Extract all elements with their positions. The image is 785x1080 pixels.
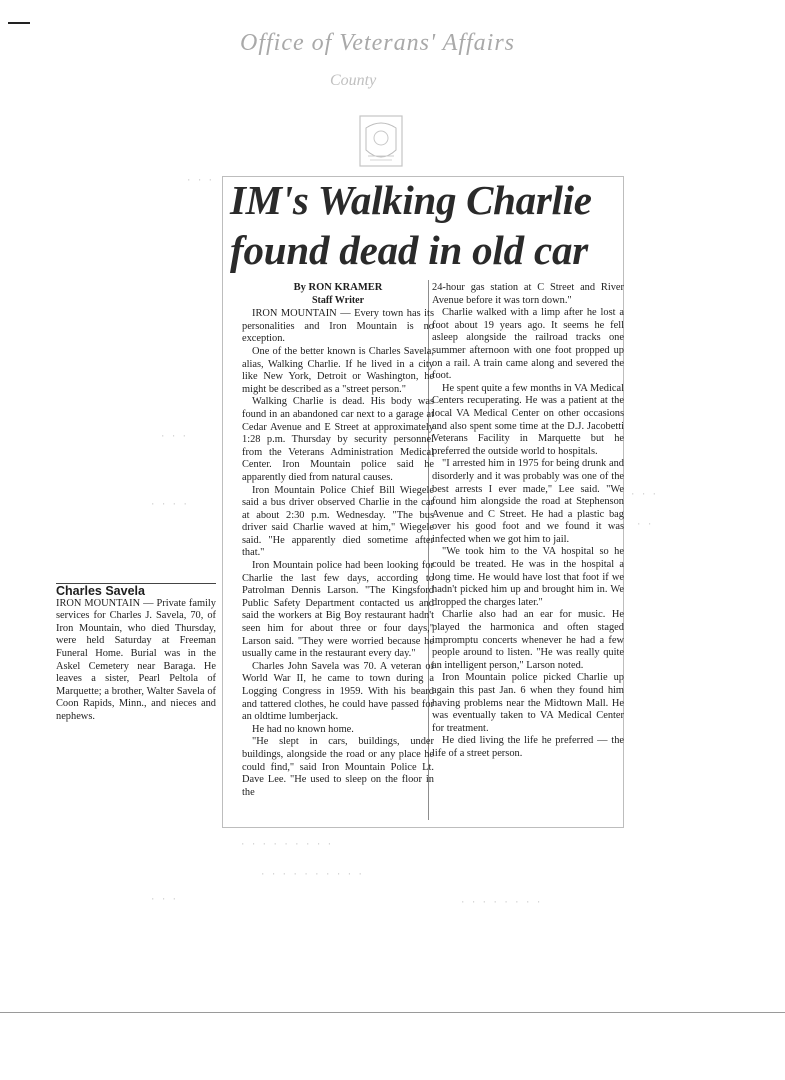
scan-noise: · · · · [150,500,188,510]
byline: By RON KRAMER [293,282,383,293]
paragraph: Walking Charlie is dead. His body was found in an abandoned car next to a garage at Cedar Avenue and E Street at approximately 1:28 p.m. Thursday by security personnel from the Veterans Administration Medical Center. Iron Mountain police said he apparently died from natural causes. [242,396,434,483]
scan-noise: · · · · · · · · [460,898,542,908]
paragraph: He died living the life he preferred — the life of a street person. [432,735,624,759]
paragraph: Iron Mountain Police Chief Bill Wiegele said a bus driver observed Charlie in the car at about 2:30 p.m. Wednesday. "The bus driver said Charlie waved at him," Wiegele said. "He apparently died sometime after that." [242,484,434,559]
paragraph: 24-hour gas station at C Street and River Avenue before it was torn down." [432,282,624,306]
obituary-title: Charles Savela [56,583,216,598]
scan-noise: · · [636,520,653,530]
letterhead-office-name: Office of Veterans' Affairs [240,30,516,56]
county-seal-icon [352,112,410,170]
paragraph: "I arrested him in 1975 for being drunk and disorderly and it was probably was one of the best arrests I ever made," Lee said. "We found him alongside the road at Stephenson Avenue and C Street. He had a plastic bag over his good foot and we found it was infected when we got him to jail. [432,458,624,545]
paragraph: Iron Mountain police had been looking for Charlie the last few days, according to Patrolman Dennis Larson. "The Kingsford Public Safety Department contacted us and said the workers at Big Boy restaurant hadn't seen him for about three or four days," Larson said. "They were worried because he usually came in the restaurant every day." [242,560,434,660]
obituary-body: IRON MOUNTAIN — Private family services for Charles J. Savela, 70, of Iron Mountain, who died Thursday, were held Saturday at Freeman Funeral Home. Burial was in the Askel Cemetery near Baraga. He leaves a sister, Pearl Peltola of Marquette; a brother, Walter Savela of Coon Rapids, Minn., and nieces and nephews. [56,597,216,722]
paragraph: Charles John Savela was 70. A veteran of World War II, he came to town during a Logging Congress in 1959. With his beard and tattered clothes, he could have passed for an oldtime lumberjack. [242,660,434,723]
paragraph: Iron Mountain police picked Charlie up again this past Jan. 6 when they found him having problems near the Midtown Mall. He was eventually taken to VA Medical Center for treatment. [432,672,624,734]
headline-line-2: found dead in old car [230,227,588,273]
paragraph: Charlie also had an ear for music. He played the harmonica and often staged impromptu concerts whenever he had a few people around to listen. "He was really quite an intelligent person," Larson noted. [432,609,624,671]
paragraph: He spent quite a few months in VA Medical Centers recuperating. He was a patient at the local VA Medical Center on other occasions and also spent some time at the D.J. Jacobetti Veterans Facility in Marquette but he preferred the outside world to hospitals. [432,382,624,457]
scan-noise: · · · [160,432,188,442]
scan-noise: · · · · · · · · · [240,840,333,850]
headline-line-1: IM's Walking Charlie [230,177,592,223]
scan-noise: · · · [150,895,178,905]
staff-title: Staff Writer [311,294,365,306]
scan-noise: · · · [186,176,214,186]
scan-edge-line [0,1012,785,1013]
paragraph: IRON MOUNTAIN — Every town has its personalities and Iron Mountain is no exception. [242,308,434,345]
article-column-left [242,282,434,799]
obituary-clipping [56,583,216,724]
paragraph: Charlie walked with a limp after he lost a foot about 19 years ago. It seems he fell asleep alongside the railroad tracks one summer afternoon with one foot propped up on a rail. A train came along and severed the foot. [432,307,624,382]
scan-noise: · · · · · · · · · · [260,870,363,880]
article-column-right [432,282,624,761]
page-edge-mark [8,22,30,24]
letterhead-county: County [330,72,377,89]
scan-noise: · · · [630,490,658,500]
paragraph: One of the better known is Charles Savela, alias, Walking Charlie. If he lived in a city like New York, Detroit or Washington, he might be described as a "street person." [242,345,434,395]
paragraph: He had no known home. [252,723,354,735]
paragraph: "He slept in cars, buildings, under buildings, alongside the road or any place he could find," said Iron Mountain Police Lt. Dave Lee. "He used to sleep on the floor in the [242,736,434,798]
paragraph: "We took him to the VA hospital so he could be treated. He was in the hospital a long time. He would have lost that foot if we hadn't picked him up and brought him in. We dropped the charges later." [432,546,624,608]
